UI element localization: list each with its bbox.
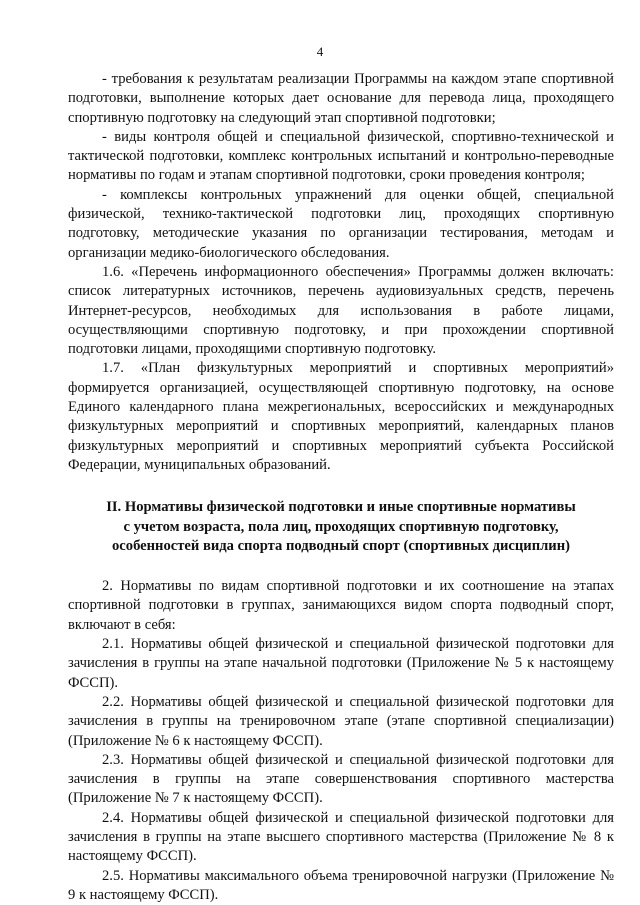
paragraph: - требования к результатам реализации Программы на каждом этапе спортивной подготовки, выполнение которых дает основание для перевода лица, проходящего спортивную подготовку на следующий этап спортивной подготовки; <box>68 71 614 126</box>
section-heading-line: II. Нормативы физической подготовки и иные спортивные нормативы <box>106 499 576 516</box>
paragraph: 2.5. Нормативы максимального объема тренировочной нагрузки (Приложение № 9 к настоящему ФССП). <box>68 867 614 903</box>
section-heading <box>68 498 614 556</box>
section-heading-line: с учетом возраста, пола лиц, проходящих спортивную подготовку, <box>123 518 559 535</box>
paragraph: - комплексы контрольных упражнений для оценки общей, специальной физической, технико-тактической подготовки лиц, проходящих спортивную подготовку, методические указания по организации тестирования, методам и организации медико-биологического обследования. <box>68 186 614 261</box>
paragraph: 1.6. «Перечень информационного обеспечения» Программы должен включать: список литературных источников, перечень аудиовизуальных средств, перечень Интернет-ресурсов, необходимых для использования в работе лицами, осуществляющими спортивную подготовку, и при прохождении спортивной подготовки лицами, проходящими спортивную подготовку. <box>68 263 614 358</box>
page-number: 4 <box>316 44 324 59</box>
paragraph: 1.7. «План физкультурных мероприятий и спортивных мероприятий» формируется организацией, осуществляющей спортивную подготовку, на основе Единого календарного плана межрегиональных, всероссийских и международных физкультурных мероприятий и спортивных мероприятий, календарных планов физкультурных мероприятий и спортивных мероприятий субъекта Российской Федерации, муниципальных образований. <box>68 360 614 473</box>
paragraph: 2.1. Нормативы общей физической и специальной физической подготовки для зачисления в группы на этапе начальной подготовки (Приложение № 5 к настоящему ФССП). <box>68 636 614 691</box>
document-body <box>68 70 614 905</box>
paragraph: 2. Нормативы по видам спортивной подготовки и их соотношение на этапах спортивной подготовки в группах, занимающихся видом спорта подводный спорт, включают в себя: <box>68 578 614 633</box>
paragraph: - виды контроля общей и специальной физической, спортивно-технической и тактической подготовки, комплекс контрольных испытаний и контрольно-переводные нормативы по годам и этапам спортивной подготовки, сроки проведения контроля; <box>68 128 614 184</box>
section-heading-line: особенностей вида спорта подводный спорт (спортивных дисциплин) <box>112 537 570 554</box>
paragraph: 2.2. Нормативы общей физической и специальной физической подготовки для зачисления в группы на тренировочном этапе (этапе спортивной специализации) (Приложение № 6 к настоящему ФССП). <box>68 693 614 749</box>
paragraph: 2.4. Нормативы общей физической и специальной физической подготовки для зачисления в группы на этапе высшего спортивного мастерства (Приложение № 8 к настоящему ФССП). <box>68 809 614 865</box>
paragraph: 2.3. Нормативы общей физической и специальной физической подготовки для зачисления в группы на этапе совершенствования спортивного мастерства (Приложение № 7 к настоящему ФССП). <box>68 751 614 807</box>
